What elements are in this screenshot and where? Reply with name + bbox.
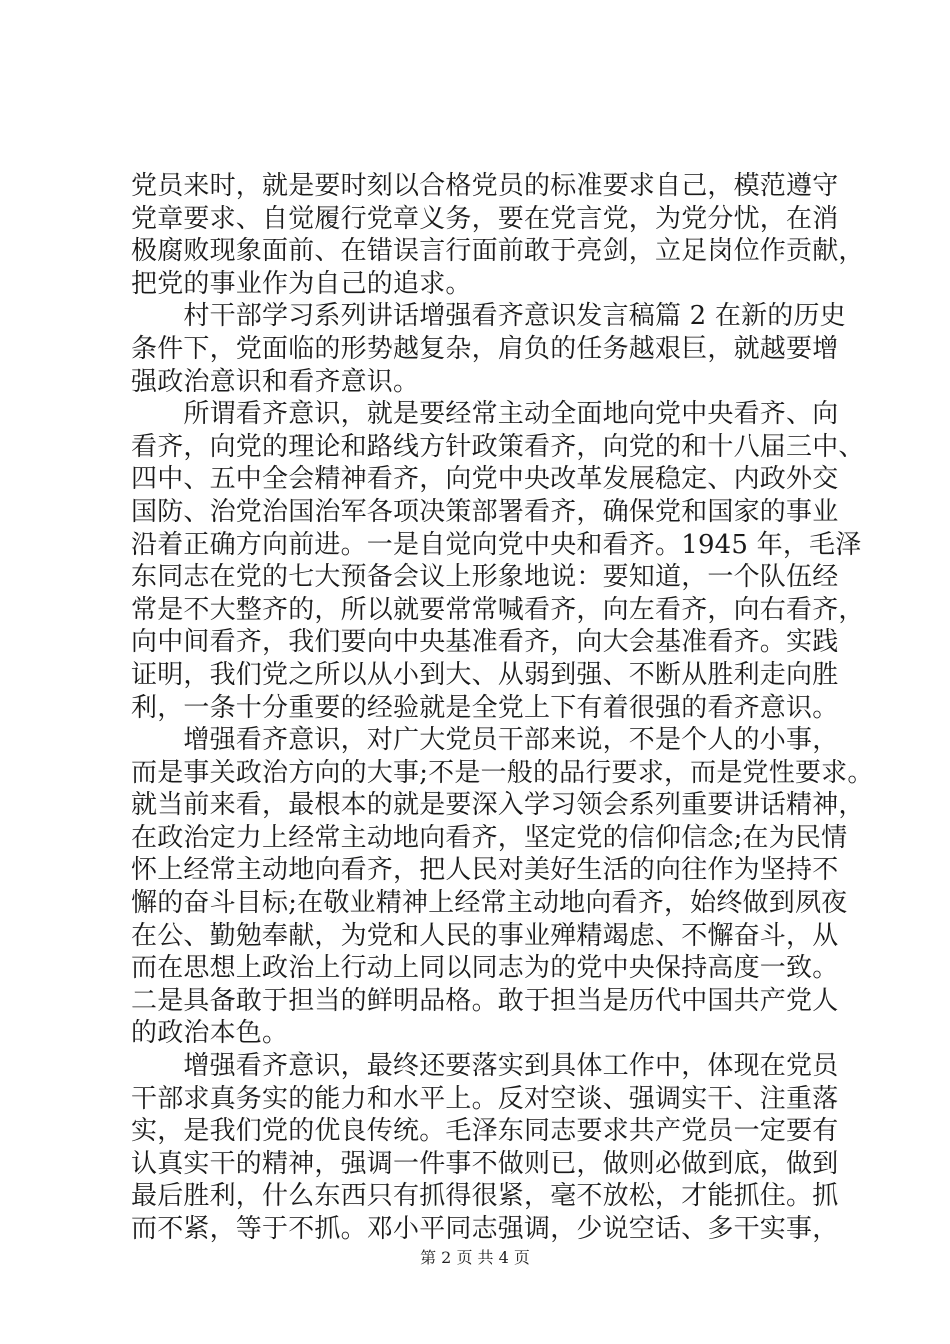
page-footer: 第 2 页 共 4 页 [420, 1248, 530, 1267]
paragraph-line: 把党的事业作为自己的追求。 [131, 268, 472, 299]
paragraph-line: 而是事关政治方向的大事;不是一般的品行要求，而是党性要求。 [131, 757, 874, 788]
paragraph-line: 最后胜利，什么东西只有抓得很紧，毫不放松，才能抓住。抓 [131, 1181, 839, 1212]
paragraph-line: 条件下，党面临的形势越复杂，肩负的任务越艰巨，就越要增 [131, 333, 839, 364]
paragraph-line: 看齐，向党的理论和路线方针政策看齐，向党的和十八届三中、 [131, 431, 865, 462]
paragraph-line: 四中、五中全会精神看齐，向党中央改革发展稳定、内政外交 [131, 464, 839, 495]
paragraph [131, 398, 865, 724]
paragraph-line: 干部求真务实的能力和水平上。反对空谈、强调实干、注重落 [131, 1083, 839, 1114]
paragraph [131, 1050, 839, 1246]
paragraph-line: 实，是我们党的优良传统。毛泽东同志要求共产党员一定要有 [131, 1116, 839, 1147]
paragraph [131, 170, 865, 300]
paragraph-line: 国防、治党治国治军各项决策部署看齐，确保党和国家的事业 [131, 496, 839, 527]
paragraph-line: 懈的奋斗目标;在敬业精神上经常主动地向看齐，始终做到夙夜 [131, 888, 848, 919]
paragraph-line: 东同志在党的七大预备会议上形象地说：要知道，一个队伍经 [131, 562, 839, 593]
paragraph-line: 向中间看齐，我们要向中央基准看齐，向大会基准看齐。实践 [131, 627, 839, 658]
paragraph-line: 强政治意识和看齐意识。 [131, 366, 420, 397]
paragraph-line: 的政治本色。 [131, 1018, 289, 1049]
paragraph-line: 村干部学习系列讲话增强看齐意识发言稿篇 2 在新的历史 [131, 301, 846, 332]
paragraph-line: 常是不大整齐的，所以就要常常喊看齐，向左看齐，向右看齐， [131, 594, 865, 625]
paragraph-line: 利，一条十分重要的经验就是全党上下有着很强的看齐意识。 [131, 692, 839, 723]
paragraph-line: 二是具备敢于担当的鲜明品格。敢于担当是历代中国共产党人 [131, 985, 839, 1016]
paragraph-line: 在政治定力上经常主动地向看齐，坚定党的信仰信念;在为民情 [131, 822, 848, 853]
paragraph [131, 724, 874, 1050]
paragraph-line: 证明，我们党之所以从小到大、从弱到强、不断从胜利走向胜 [131, 659, 839, 690]
paragraph-line: 增强看齐意识，最终还要落实到具体工作中，体现在党员 [131, 1051, 839, 1082]
paragraph-line: 而不紧，等于不抓。邓小平同志强调，少说空话、多干实事， [131, 1214, 839, 1244]
paragraph [131, 300, 846, 398]
paragraph-line: 所谓看齐意识，就是要经常主动全面地向党中央看齐、向 [131, 399, 839, 430]
paragraph-line: 认真实干的精神，强调一件事不做则已，做则必做到底，做到 [131, 1148, 839, 1179]
paragraph-line: 怀上经常主动地向看齐，把人民对美好生活的向往作为坚持不 [131, 855, 839, 886]
paragraph-line: 极腐败现象面前、在错误言行面前敢于亮剑，立足岗位作贡献， [131, 236, 865, 267]
paragraph-line: 沿着正确方向前进。一是自觉向党中央和看齐。1945 年，毛泽 [131, 529, 862, 560]
paragraph-line: 增强看齐意识，对广大党员干部来说，不是个人的小事， [131, 725, 839, 756]
paragraph-line: 党章要求、自觉履行党章义务，要在党言党，为党分忧，在消 [131, 203, 839, 234]
paragraph-line: 就当前来看，最根本的就是要深入学习领会系列重要讲话精神， [131, 790, 865, 821]
document-body [131, 170, 874, 1246]
paragraph-line: 而在思想上政治上行动上同以同志为的党中央保持高度一致。 [131, 953, 839, 984]
paragraph-line: 在公、勤勉奉献，为党和人民的事业殚精竭虑、不懈奋斗，从 [131, 920, 839, 951]
paragraph-line: 党员来时，就是要时刻以合格党员的标准要求自己，模范遵守 [131, 171, 839, 201]
